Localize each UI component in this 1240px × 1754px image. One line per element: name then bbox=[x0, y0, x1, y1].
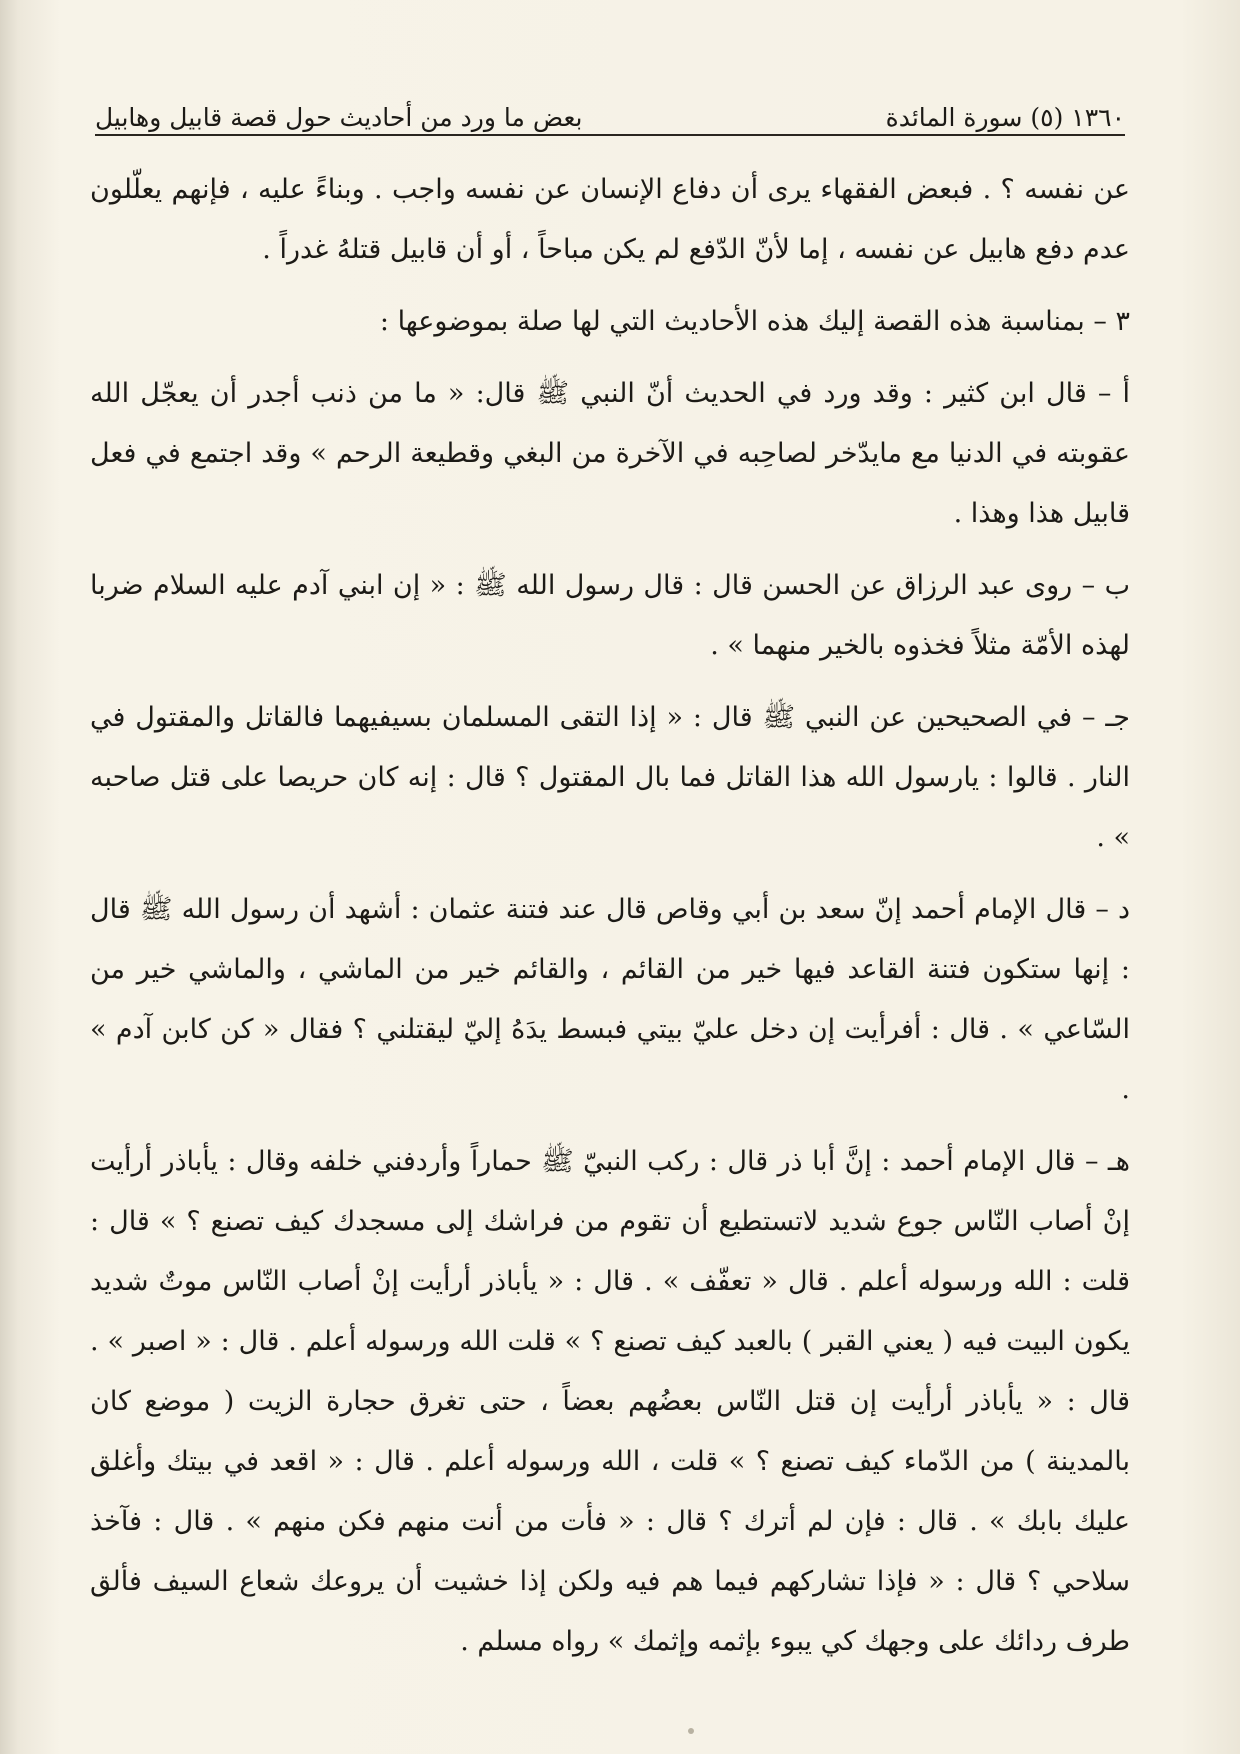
paragraph-section-3: ٣ – بمناسبة هذه القصة إليك هذه الأحاديث التي لها صلة بموضوعها : bbox=[379, 306, 1130, 337]
paragraph-hadith-c: جـ – في الصحيحين عن النبي ﷺ قال : « إذا التقى المسلمان بسيفيهما فالقاتل والمقتول في النار . قالوا : يارسول الله هذا القاتل فما بال المقتول ؟ قال : إنه كان حريصا على قتل صاحبه » . bbox=[90, 702, 1130, 853]
paragraph-hadith-e: هـ – قال الإمام أحمد : إنَّ أبا ذر قال : ركب النبيّ ﷺ حماراً وأردفني خلفه وقال : يأباذر أرأيت إنْ أصاب النّاس جوع شديد لاتستطيع أن تقوم من فراشك إلى مسجدك كيف تصنع ؟ » قال : قلت : الله ورسوله أعلم . قال « تعفّف » . قال : « يأباذر أرأيت إنْ أصاب النّاس موتٌ شديد يكون البيت فيه ( يعني القبر ) بالعبد كيف تصنع ؟ » قلت الله ورسوله أعلم . قال : « اصبر » . قال : « يأباذر أرأيت إن قتل النّاس بعضُهم بعضاً ، حتى تغرق حجارة الزيت ( موضع كان بالمدينة ) من الدّماء كيف تصنع ؟ » قلت ، الله ورسوله أعلم . قال : « اقعد في بيتك وأغلق عليك بابك » . قال : فإن لم أترك ؟ قال : « فأت من أنت منهم فكن منهم » . قال : فآخذ سلاحي ؟ قال : « فإذا تشاركهم فيما هم فيه ولكن إذا خشيت أن يروعك شعاع السيف فألق طرف ردائك على وجهك كي يبوء بإثمه وإثمك » رواه مسلم . bbox=[90, 1146, 1130, 1657]
paragraph-intro: عن نفسه ؟ . فبعض الفقهاء يرى أن دفاع الإنسان عن نفسه واجب . وبناءً عليه ، فإنهم يعلّلون عدم دفع هابيل عن نفسه ، إما لأنّ الدّفع لم يكن مباحاً ، أو أن قابيل قتلهُ غدراً . bbox=[90, 174, 1130, 265]
paragraph-hadith-a: أ – قال ابن كثير : وقد ورد في الحديث أنّ النبي ﷺ قال: « ما من ذنب أجدر أن يعجّل الله عقوبته في الدنيا مع مايدّخر لصاحِبه في الآخرة من البغي وقطيعة الرحم » وقد اجتمع في فعل قابيل هذا وهذا . bbox=[90, 378, 1130, 529]
page-body bbox=[90, 160, 1130, 1684]
paragraph-hadith-b: ب – روى عبد الرزاق عن الحسن قال : قال رسول الله ﷺ : « إن ابني آدم عليه السلام ضربا لهذه الأمّة مثلاً فخذوه بالخير منهما » . bbox=[90, 570, 1130, 661]
paragraph-hadith-d: د – قال الإمام أحمد إنّ سعد بن أبي وقاص قال عند فتنة عثمان : أشهد أن رسول الله ﷺ قال : إنها ستكون فتنة القاعد فيها خير من القائم ، والقائم خير من الماشي ، والماشي خير من السّاعي » . قال : أفرأيت إن دخل عليّ بيتي فبسط يدَهُ إليّ ليقتلني ؟ فقال « كن كابن آدم » . bbox=[90, 894, 1130, 1105]
page-number: ١٣٦٠ bbox=[1071, 103, 1125, 132]
surah-name: سورة المائدة bbox=[885, 103, 1023, 132]
running-title: بعض ما ورد من أحاديث حول قصة قابيل وهابيل bbox=[95, 103, 583, 132]
header-page-info bbox=[886, 103, 1125, 132]
scan-mark bbox=[688, 1728, 694, 1734]
page-header bbox=[95, 92, 1125, 132]
surah-number: (٥) bbox=[1030, 103, 1064, 132]
header-rule bbox=[95, 134, 1125, 136]
